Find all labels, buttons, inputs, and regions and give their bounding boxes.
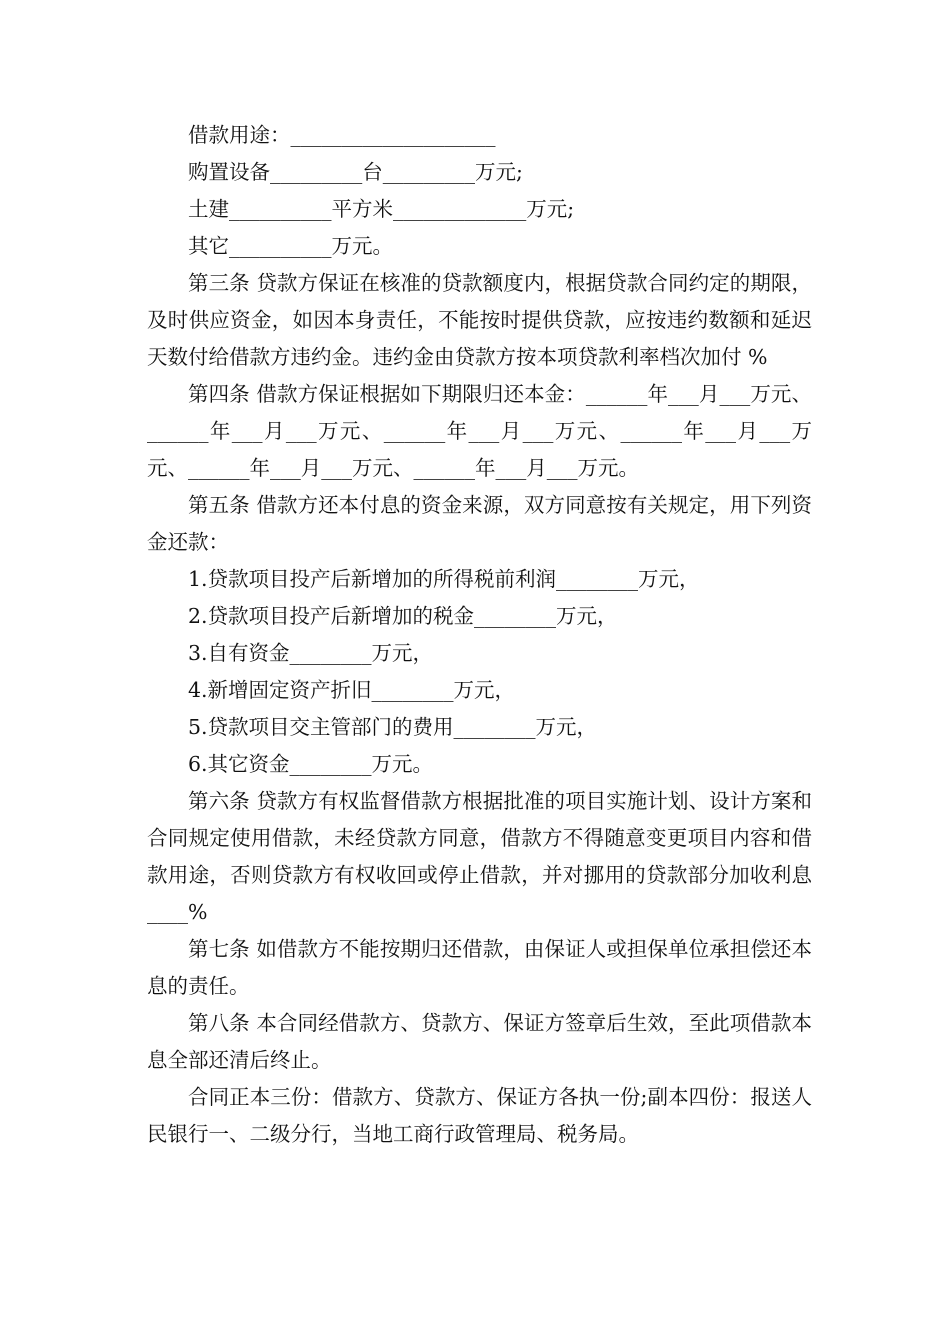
article-4-paragraph: 第四条 借款方保证根据如下期限归还本金：______年___月___万元、______年___月___万元、______年___月___万元、______年___月___万元、______年___月___万元、______年___月___万元。 <box>147 382 812 480</box>
article-3-paragraph: 第三条 贷款方保证在核准的贷款额度内，根据贷款合同约定的期限，及时供应资金，如因本身责任，不能按时提供贷款，应按违约数额和延迟天数付给借款方违约金。违约金由贷款方按本项贷款利率档次加付 % <box>147 271 812 369</box>
fund-source-item-5: 5.贷款项目交主管部门的费用________万元， <box>188 715 598 739</box>
fund-source-item-3: 3.自有资金________万元， <box>188 641 434 665</box>
fund-source-item-2: 2.贷款项目投产后新增加的税金________万元， <box>188 604 618 628</box>
article-5-paragraph: 第五条 借款方还本付息的资金来源，双方同意按有关规定，用下列资金还款： <box>147 493 812 554</box>
loan-purpose-line: 借款用途：____________________ <box>188 123 496 147</box>
fund-source-item-1: 1.贷款项目投产后新增加的所得税前利润________万元， <box>188 567 700 591</box>
contract-body <box>147 117 812 1153</box>
copies-paragraph: 合同正本三份：借款方、贷款方、保证方各执一份;副本四份：报送人民银行一、二级分行，当地工商行政管理局、税务局。 <box>147 1085 812 1146</box>
fund-source-item-6: 6.其它资金________万元。 <box>188 752 434 776</box>
article-7-paragraph: 第七条 如借款方不能按期归还借款，由保证人或担保单位承担偿还本息的责任。 <box>147 937 812 998</box>
article-8-paragraph: 第八条 本合同经借款方、贷款方、保证方签章后生效，至此项借款本息全部还清后终止。 <box>147 1011 812 1072</box>
article-6-paragraph: 第六条 贷款方有权监督借款方根据批准的项目实施计划、设计方案和合同规定使用借款，未经贷款方同意，借款方不得随意变更项目内容和借款用途，否则贷款方有权收回或停止借款，并对挪用的贷款部分加收利息____% <box>147 789 812 924</box>
equipment-purchase-line: 购置设备_________台_________万元; <box>188 160 523 184</box>
fund-source-item-4: 4.新增固定资产折旧________万元， <box>188 678 516 702</box>
other-expense-line: 其它__________万元。 <box>188 234 393 258</box>
construction-line: 土建__________平方米_____________万元; <box>188 197 575 221</box>
